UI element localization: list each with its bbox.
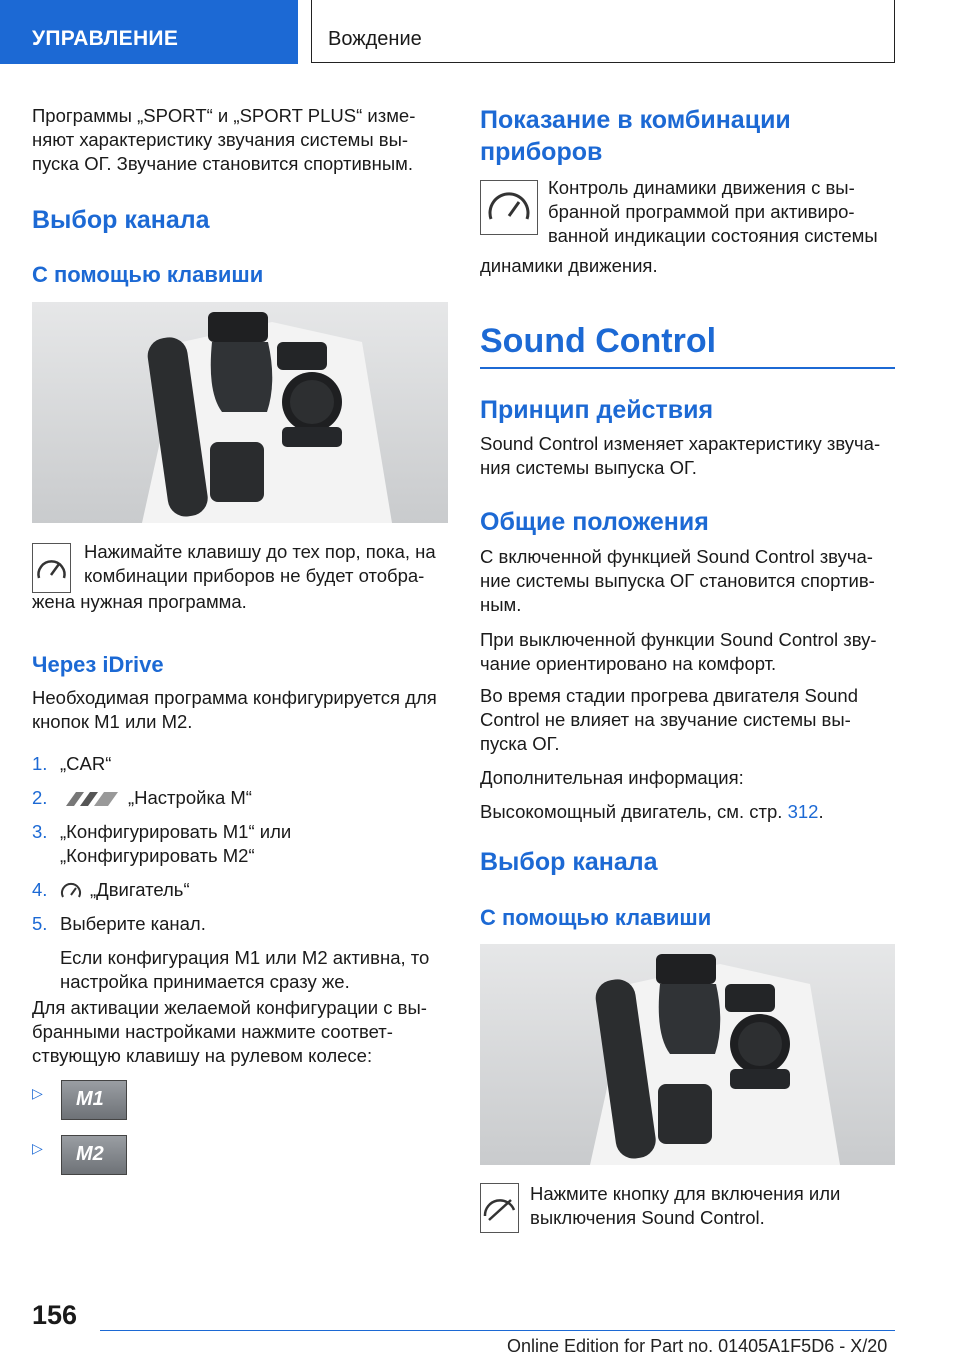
- section-tab: [0, 0, 298, 64]
- display-paragraph: Контроль динамики движения с вы- бранной программой при активиро- ванной индикации состояния системы: [548, 177, 878, 246]
- step-5: 5. Выберите канал.: [32, 913, 206, 934]
- console-illustration: [32, 302, 448, 523]
- heading-principle: Принцип действия: [480, 396, 714, 424]
- activation-paragraph: Для активации желаемой конфигурации с вы- бранными настройками нажмите соответ- ствующую клавишу на рулевом колесе:: [32, 997, 427, 1066]
- idrive-paragraph: Необходимая программа конфигурируется для кнопок M1 или M2.: [32, 687, 437, 732]
- edition-text: Online Edition for Part no. 01405A1F5D6 - X/20: [507, 1336, 888, 1356]
- intro-paragraph: Программы „SPORT“ и „SPORT PLUS“ изме- няют характеристику звучания системы вы- пуска ОГ. Звучание становится спортивным.: [32, 105, 416, 174]
- m1-button-image: M1: [61, 1080, 127, 1120]
- chapter-title: Вождение: [328, 28, 422, 50]
- footer-rule: [100, 1330, 895, 1331]
- gauge-icon: [480, 180, 538, 235]
- gauge-icon: [32, 543, 71, 593]
- general-paragraph-3: Во время стадии прогрева двигателя Sound Control не влияет на звучание системы вы- пуска ОГ.: [480, 685, 858, 754]
- step-5-note: Если конфигурация M1 или M2 активна, то настройка принимается сразу же.: [60, 947, 430, 992]
- steps-list: [32, 752, 452, 994]
- more-info-label: Дополнительная информация:: [480, 767, 744, 788]
- heading-rule: [480, 367, 895, 369]
- heading-via-idrive: Через iDrive: [32, 652, 164, 677]
- m2-button-image: M2: [61, 1135, 127, 1175]
- note-sound-control: Нажмите кнопку для включения или выключения Sound Control.: [530, 1183, 841, 1228]
- step-2: 2. „Настройка M“: [32, 787, 252, 808]
- engine-gauge-icon: [60, 882, 82, 900]
- principle-paragraph: Sound Control изменяет характеристику звуча- ния системы выпуска ОГ.: [480, 433, 881, 478]
- heading-select-channel: Выбор канала: [32, 206, 210, 234]
- step-4: 4. „Двигатель“: [32, 879, 190, 900]
- section-title: УПРАВЛЕНИЕ: [32, 27, 179, 50]
- step-3-cont: „Конфигурировать M2“: [60, 845, 255, 866]
- engine-reference: Высокомощный двигатель, см. стр. 312.: [480, 801, 824, 822]
- bullet-marker: ▷: [32, 1140, 43, 1156]
- heading-select-channel-2: Выбор канала: [480, 848, 658, 876]
- console-photo-2: [480, 944, 895, 1165]
- chapter-tab: [311, 0, 895, 63]
- page-number: 156: [32, 1300, 78, 1330]
- heading-sound-control: Sound Control: [480, 322, 717, 360]
- heading-by-button: С помощью клавиши: [32, 262, 264, 287]
- general-paragraph-2: При выключенной функции Sound Control зву- чание ориентировано на комфорт.: [480, 629, 877, 674]
- bullet-marker: ▷: [32, 1085, 43, 1101]
- step-3: 3. „Конфигурировать M1“ или: [32, 821, 292, 842]
- m-sport-icon: [62, 790, 120, 808]
- note-press-button-cont: жена нужная программа.: [32, 591, 247, 612]
- heading-general: Общие положения: [480, 508, 709, 536]
- heading-instrument-cluster: Показание в комбинации приборов: [480, 106, 791, 166]
- heading-by-button-2: С помощью клавиши: [480, 905, 712, 930]
- console-illustration: [480, 944, 895, 1165]
- sound-control-icon: [480, 1183, 519, 1233]
- step-1: 1. „CAR“: [32, 753, 112, 774]
- display-paragraph-cont: динамики движения.: [480, 255, 658, 276]
- console-photo: [32, 302, 448, 523]
- page-link[interactable]: 312: [787, 801, 819, 822]
- general-paragraph-1: С включенной функцией Sound Control звуча- ние системы выпуска ОГ становится спортив- ным.: [480, 546, 875, 615]
- note-press-button: Нажимайте клавишу до тех пор, пока, на комбинации приборов не будет отобра-: [84, 541, 436, 586]
